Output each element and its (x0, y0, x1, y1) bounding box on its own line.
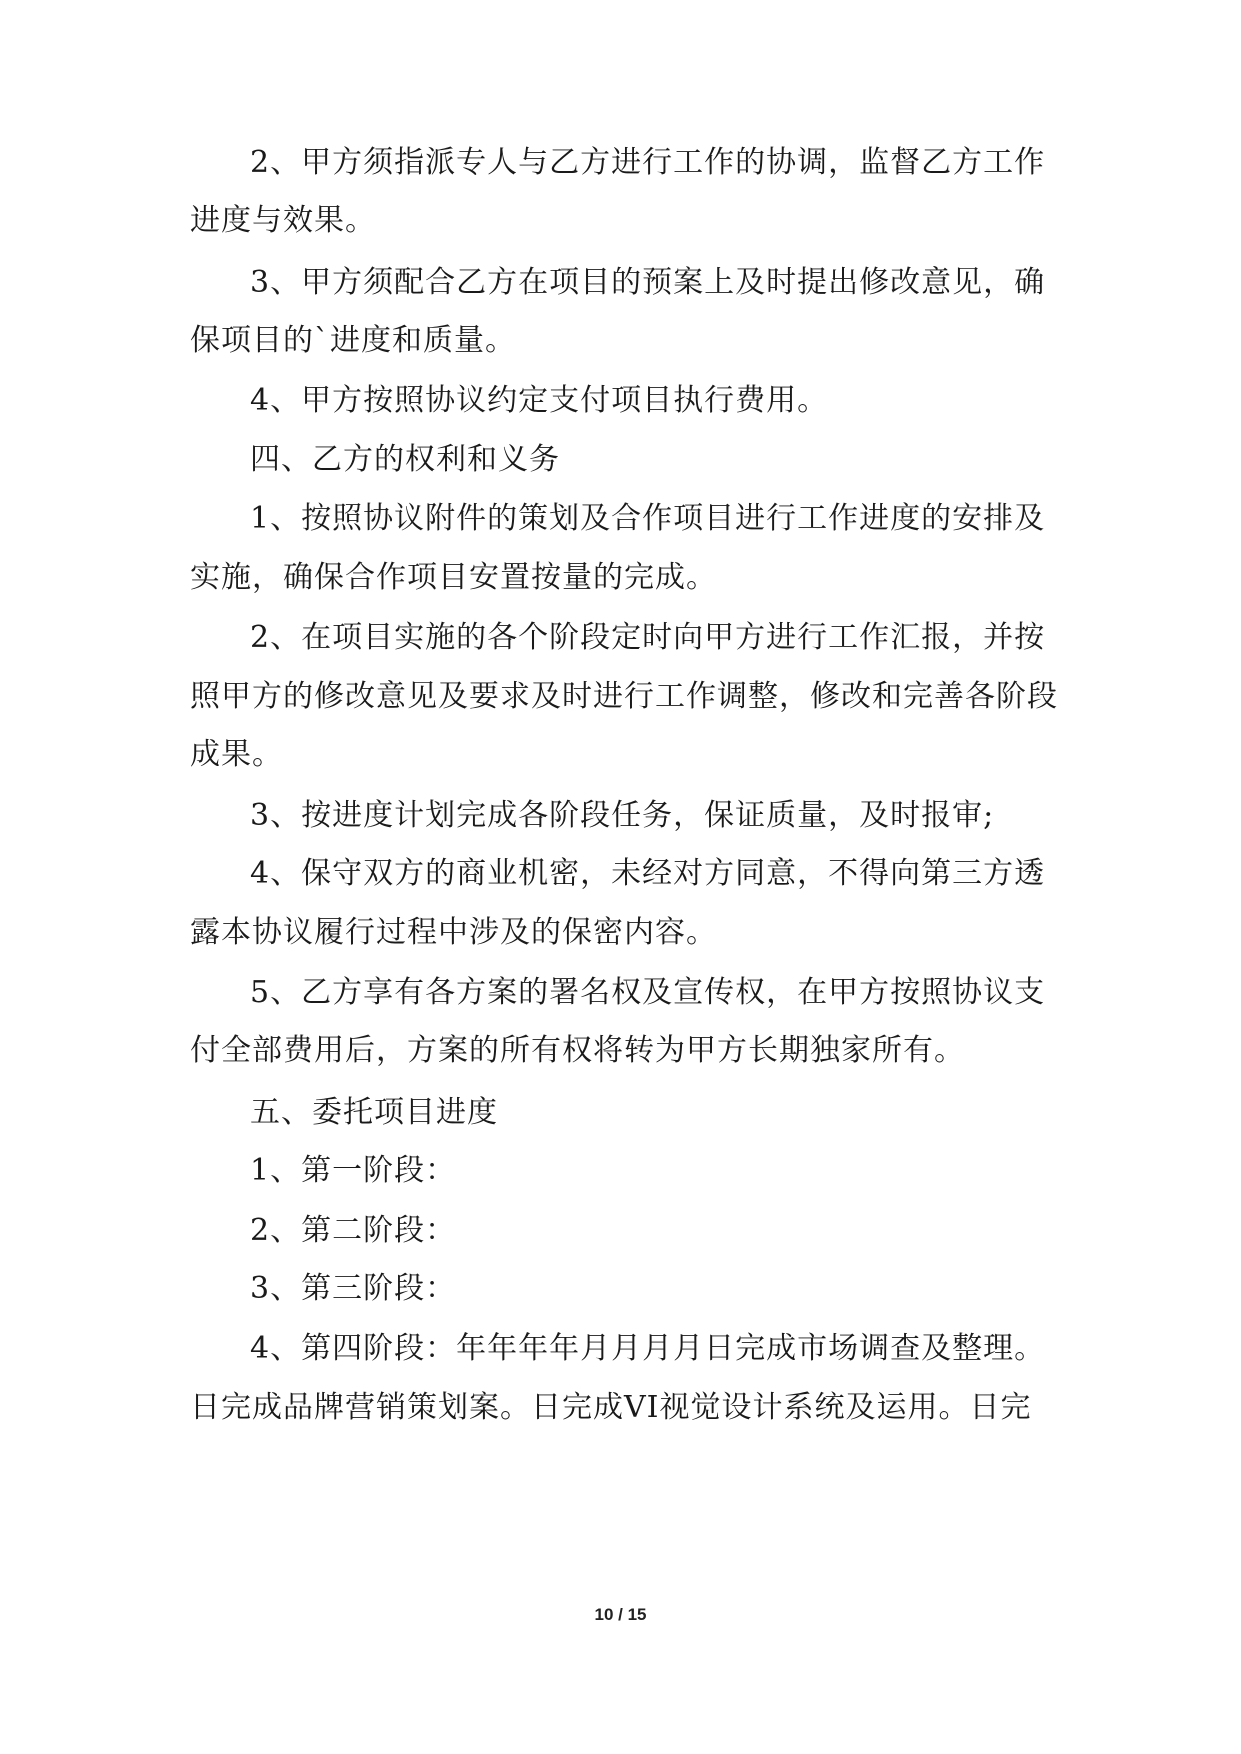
section-heading: 五、委托项目进度 (250, 1095, 498, 1130)
paragraph-line: 3、按进度计划完成各阶段任务，保证质量，及时报审; (250, 798, 995, 833)
paragraph-line: 1、第一阶段： (250, 1153, 457, 1188)
paragraph-line: 5、乙方享有各方案的署名权及宣传权，在甲方按照协议支 (250, 975, 1046, 1010)
paragraph-line: 4、保守双方的商业机密，未经对方同意，不得向第三方透 (250, 856, 1046, 891)
section-heading: 四、乙方的权利和义务 (250, 442, 560, 477)
paragraph-line: 进度与效果。 (190, 203, 376, 238)
paragraph-line: 露本协议履行过程中涉及的保密内容。 (190, 915, 717, 950)
paragraph-line: 4、第四阶段：年年年年月月月月日完成市场调查及整理。 (250, 1331, 1046, 1366)
paragraph-line: 2、第二阶段： (250, 1213, 457, 1248)
paragraph-line: 4、甲方按照协议约定支付项目执行费用。 (250, 383, 829, 418)
paragraph-line: 2、在项目实施的各个阶段定时向甲方进行工作汇报，并按 (250, 620, 1046, 655)
paragraph-line: 3、第三阶段： (250, 1271, 457, 1306)
paragraph-line: 保项目的`进度和质量。 (190, 323, 516, 358)
paragraph-line: 实施，确保合作项目安置按量的完成。 (190, 560, 717, 595)
paragraph-line: 日完成品牌营销策划案。日完成VI视觉设计系统及运用。日完 (190, 1390, 1032, 1425)
paragraph-line: 1、按照协议附件的策划及合作项目进行工作进度的安排及 (250, 501, 1046, 536)
paragraph-line: 2、甲方须指派专人与乙方进行工作的协调，监督乙方工作 (250, 145, 1046, 180)
paragraph-line: 付全部费用后，方案的所有权将转为甲方长期独家所有。 (190, 1033, 965, 1068)
paragraph-line: 成果。 (190, 737, 283, 772)
paragraph-line: 3、甲方须配合乙方在项目的预案上及时提出修改意见，确 (250, 265, 1046, 300)
page-number: 10 / 15 (594, 1605, 647, 1624)
paragraph-line: 照甲方的修改意见及要求及时进行工作调整，修改和完善各阶段 (190, 679, 1058, 714)
